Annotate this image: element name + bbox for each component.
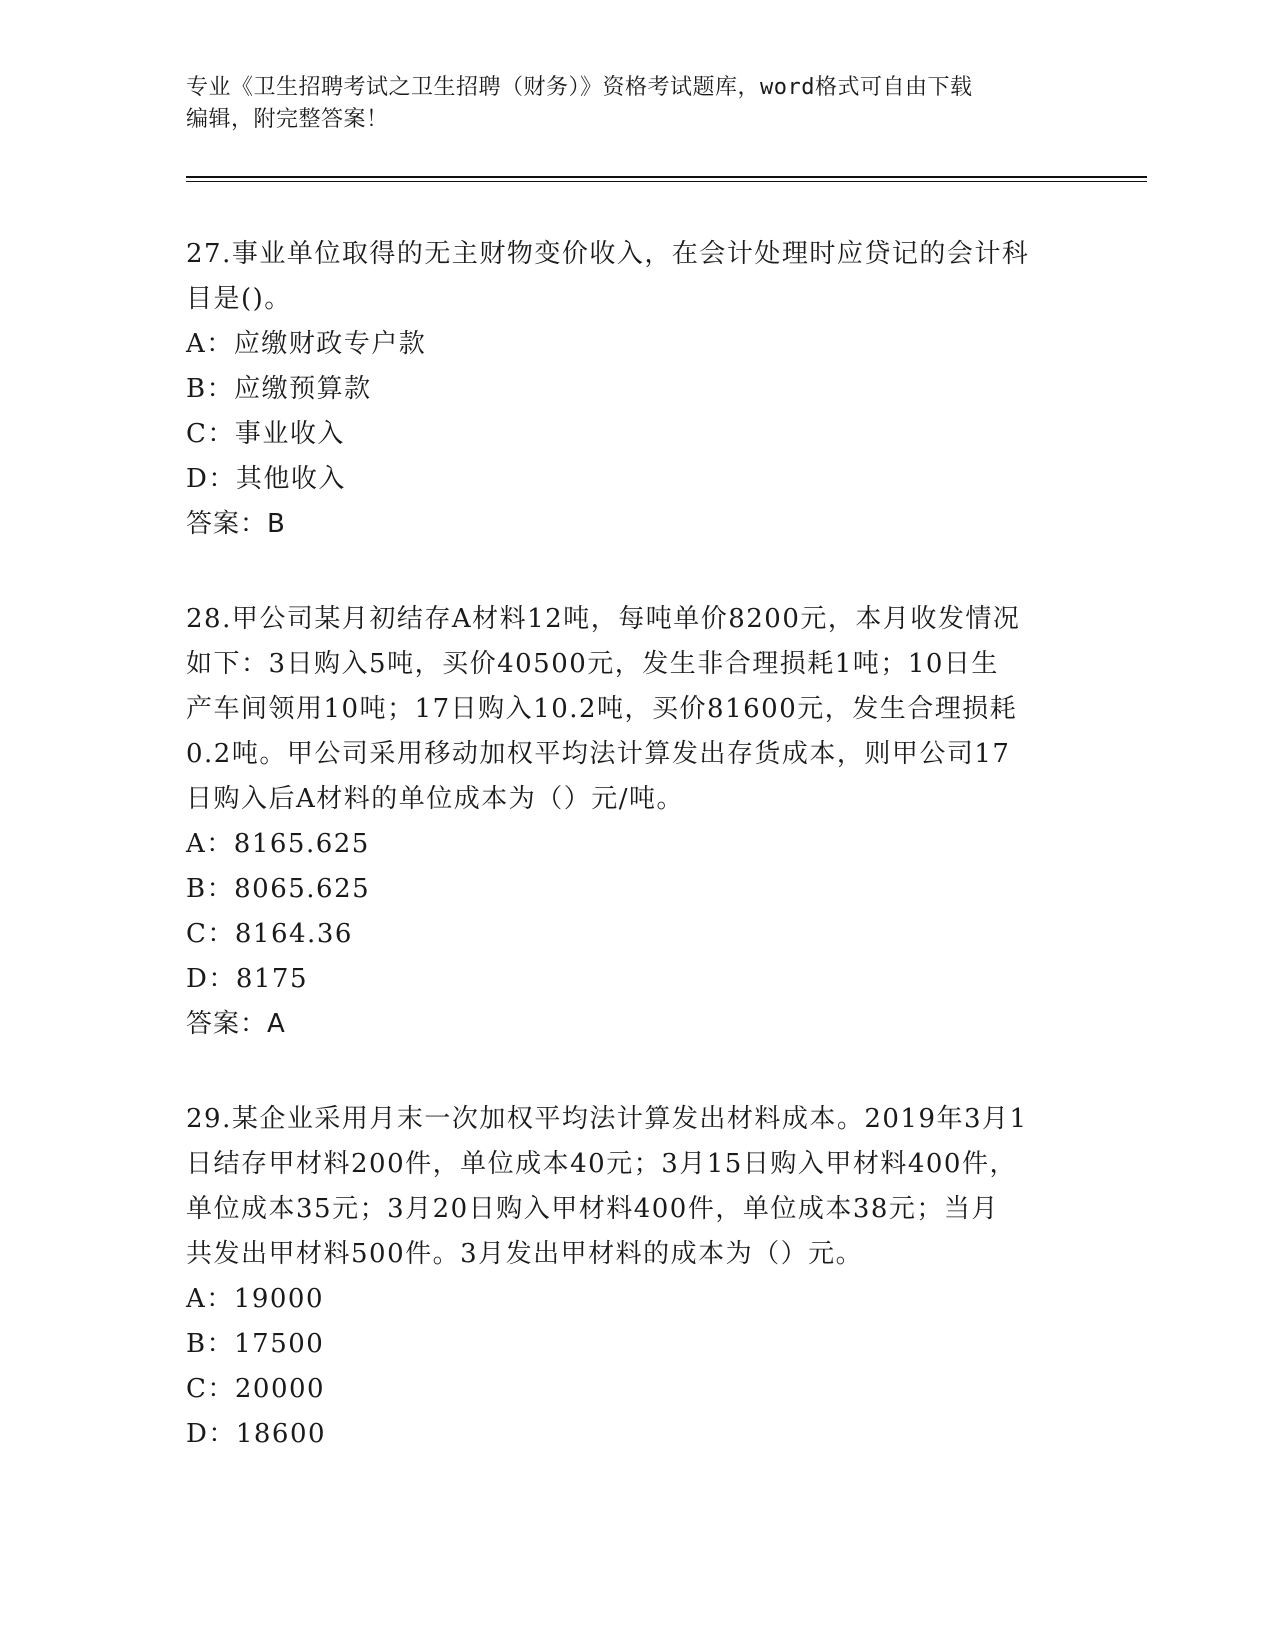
- question-text-line: 28.甲公司某月初结存A材料12吨，每吨单价8200元，本月收发情况: [186, 604, 1021, 634]
- option-d: D：8175: [186, 964, 309, 994]
- question-text-line: 目是()。: [186, 284, 292, 314]
- question-text-line: 如下：3日购入5吨，买价40500元，发生非合理损耗1吨；10日生: [186, 649, 999, 679]
- question-text-line: 单位成本35元；3月20日购入甲材料400件，单位成本38元；当月: [186, 1194, 999, 1224]
- option-c: C：8164.36: [186, 919, 353, 949]
- header-divider-thick: [186, 176, 1147, 178]
- question-text-line: 0.2吨。甲公司采用移动加权平均法计算发出存货成本，则甲公司17: [186, 739, 1011, 769]
- header-line-1: 专业《卫生招聘考试之卫生招聘（财务）》资格考试题库，word格式可自由下载: [186, 75, 973, 100]
- option-b: B：应缴预算款: [186, 374, 372, 404]
- question-28: [186, 597, 1066, 1047]
- answer-label: 答案：B: [186, 509, 286, 539]
- header-line-2: 编辑，附完整答案！: [186, 107, 389, 132]
- option-b: B：8065.625: [186, 874, 371, 904]
- option-d: D：其他收入: [186, 464, 346, 494]
- header-divider-thin: [186, 181, 1147, 182]
- question-text-line: 27.事业单位取得的无主财物变价收入，在会计处理时应贷记的会计科: [186, 239, 1030, 269]
- question-text-line: 日结存甲材料200件，单位成本40元；3月15日购入甲材料400件，: [186, 1149, 1017, 1179]
- document-header: [186, 72, 1066, 136]
- option-c: C：事业收入: [186, 419, 345, 449]
- option-c: C：20000: [186, 1374, 326, 1404]
- option-b: B：17500: [186, 1329, 325, 1359]
- option-d: D：18600: [186, 1419, 327, 1449]
- option-a: A：19000: [186, 1284, 324, 1314]
- option-a: A：8165.625: [186, 829, 370, 859]
- question-text-line: 日购入后A材料的单位成本为（）元/吨。: [186, 784, 685, 814]
- option-a: A：应缴财政专户款: [186, 329, 427, 359]
- question-text-line: 产车间领用10吨；17日购入10.2吨，买价81600元，发生合理损耗: [186, 694, 1018, 724]
- question-27: [186, 232, 1066, 547]
- answer-label: 答案：A: [186, 1009, 286, 1039]
- question-29: [186, 1097, 1066, 1457]
- question-text-line: 共发出甲材料500件。3月发出甲材料的成本为（）元。: [186, 1239, 864, 1269]
- question-text-line: 29.某企业采用月末一次加权平均法计算发出材料成本。2019年3月1: [186, 1104, 1028, 1134]
